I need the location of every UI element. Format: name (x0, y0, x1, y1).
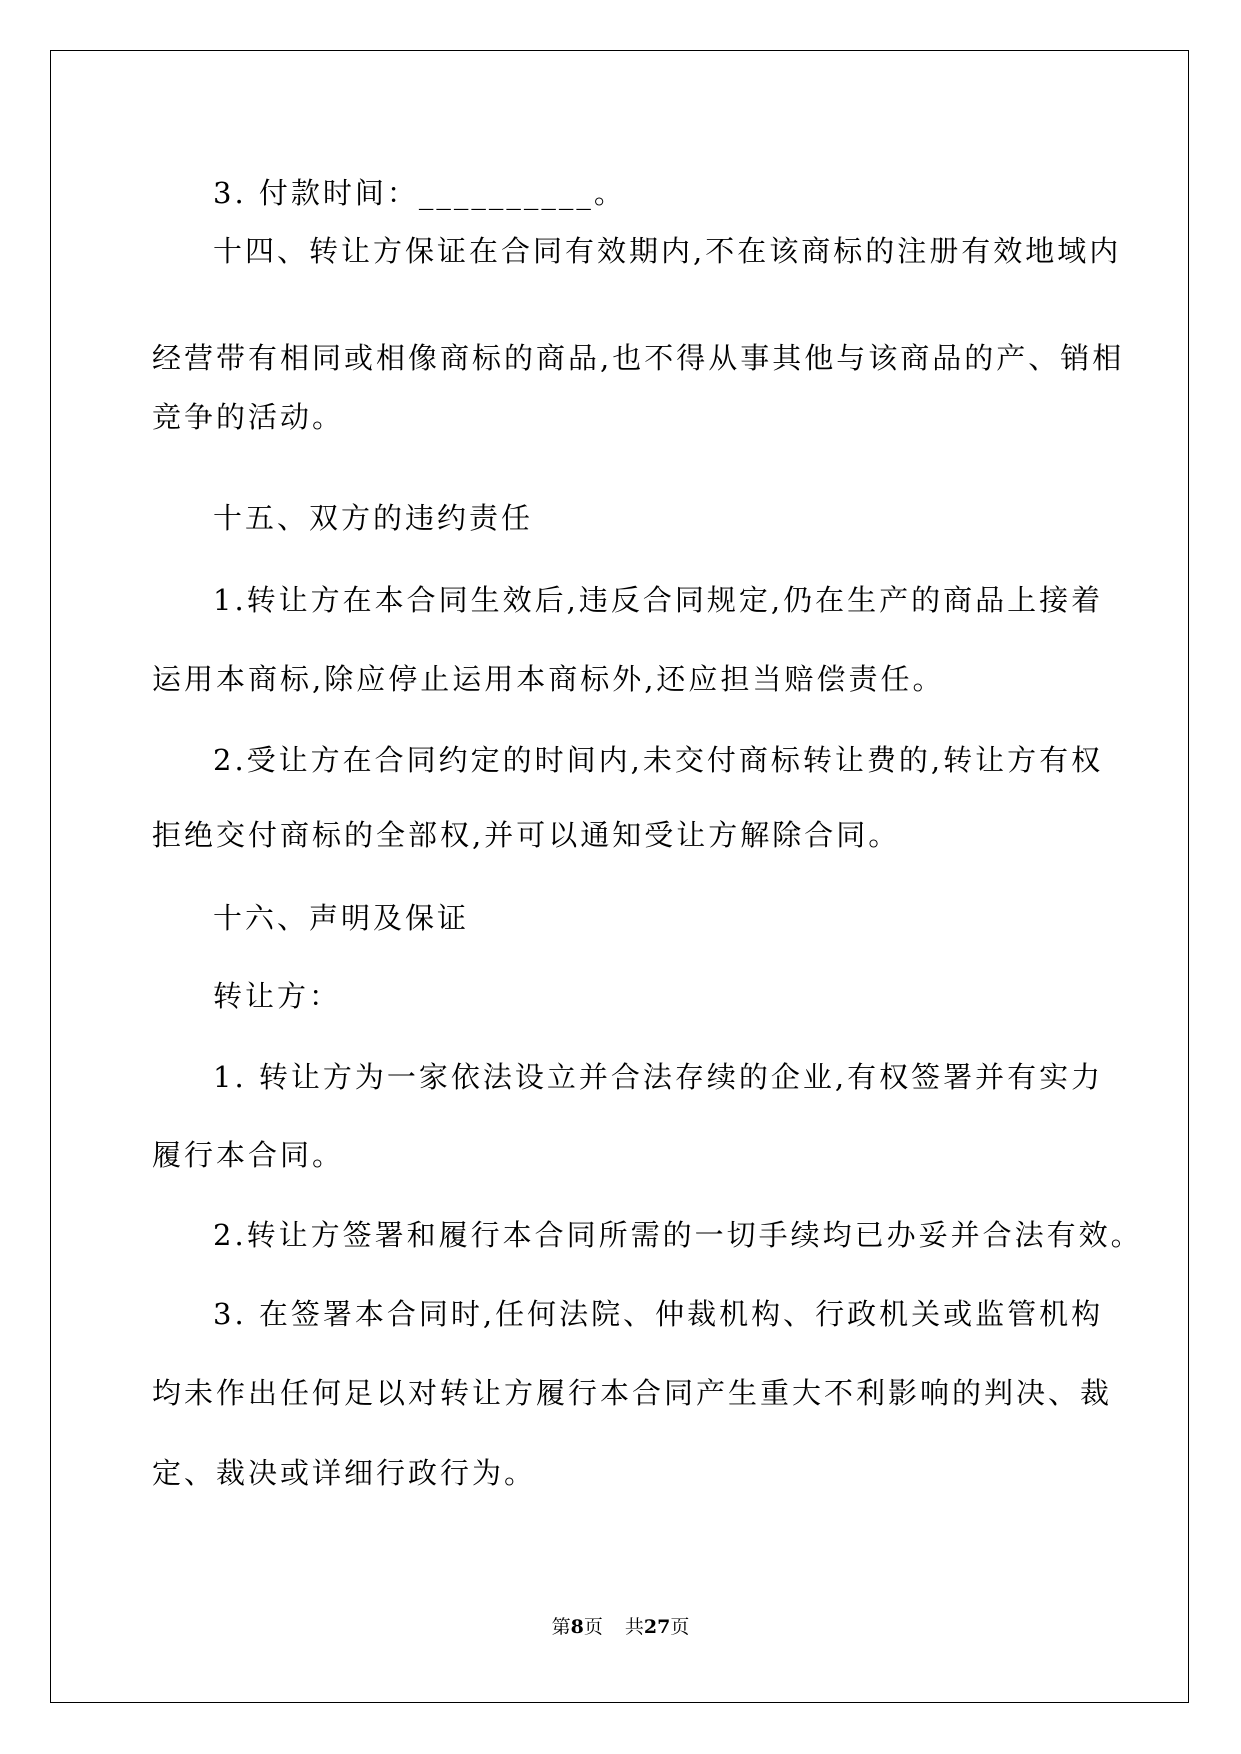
doc-line-4: 竞争的活动。 (152, 400, 345, 434)
footer-page-current: 8 (570, 1616, 584, 1638)
doc-line-3: 经营带有相同或相像商标的商品,也不得从事其他与该商品的产、销相 (152, 341, 1125, 375)
doc-line-1: 3. 付款时间：__________。 (213, 176, 626, 210)
doc-line-10: 十六、声明及保证 (213, 901, 470, 935)
doc-line-17: 定、裁决或详细行政行为。 (152, 1456, 537, 1490)
doc-line-11: 转让方： (213, 979, 342, 1013)
doc-line-15: 3. 在签署本合同时,任何法院、仲裁机构、行政机关或监管机构 (213, 1297, 1104, 1331)
doc-line-16: 均未作出任何足以对转让方履行本合同产生重大不利影响的判决、裁 (152, 1376, 1113, 1410)
doc-line-2: 十四、转让方保证在合同有效期内,不在该商标的注册有效地域内 (213, 234, 1122, 268)
footer-total-suffix: 页 (670, 1616, 690, 1638)
footer-total-prefix: 共 (624, 1616, 644, 1638)
footer-page-prefix: 第 (551, 1616, 571, 1638)
doc-line-9: 拒绝交付商标的全部权,并可以通知受让方解除合同。 (152, 818, 901, 852)
doc-line-8: 2.受让方在合同约定的时间内,未交付商标转让费的,转让方有权 (213, 743, 1104, 777)
doc-line-12: 1. 转让方为一家依法设立并合法存续的企业,有权签署并有实力 (213, 1060, 1104, 1094)
doc-line-14: 2.转让方签署和履行本合同所需的一切手续均已办妥并合法有效。 (213, 1218, 1143, 1252)
doc-line-7: 运用本商标,除应停止运用本商标外,还应担当赔偿责任。 (152, 662, 945, 696)
doc-line-6: 1.转让方在本合同生效后,违反合同规定,仍在生产的商品上接着 (213, 583, 1104, 617)
footer-page-suffix: 页 (583, 1616, 603, 1638)
footer-page-total: 27 (643, 1616, 671, 1638)
doc-line-13: 履行本合同。 (152, 1138, 345, 1172)
doc-line-5: 十五、双方的违约责任 (213, 501, 534, 535)
page-footer (0, 1615, 1241, 1639)
